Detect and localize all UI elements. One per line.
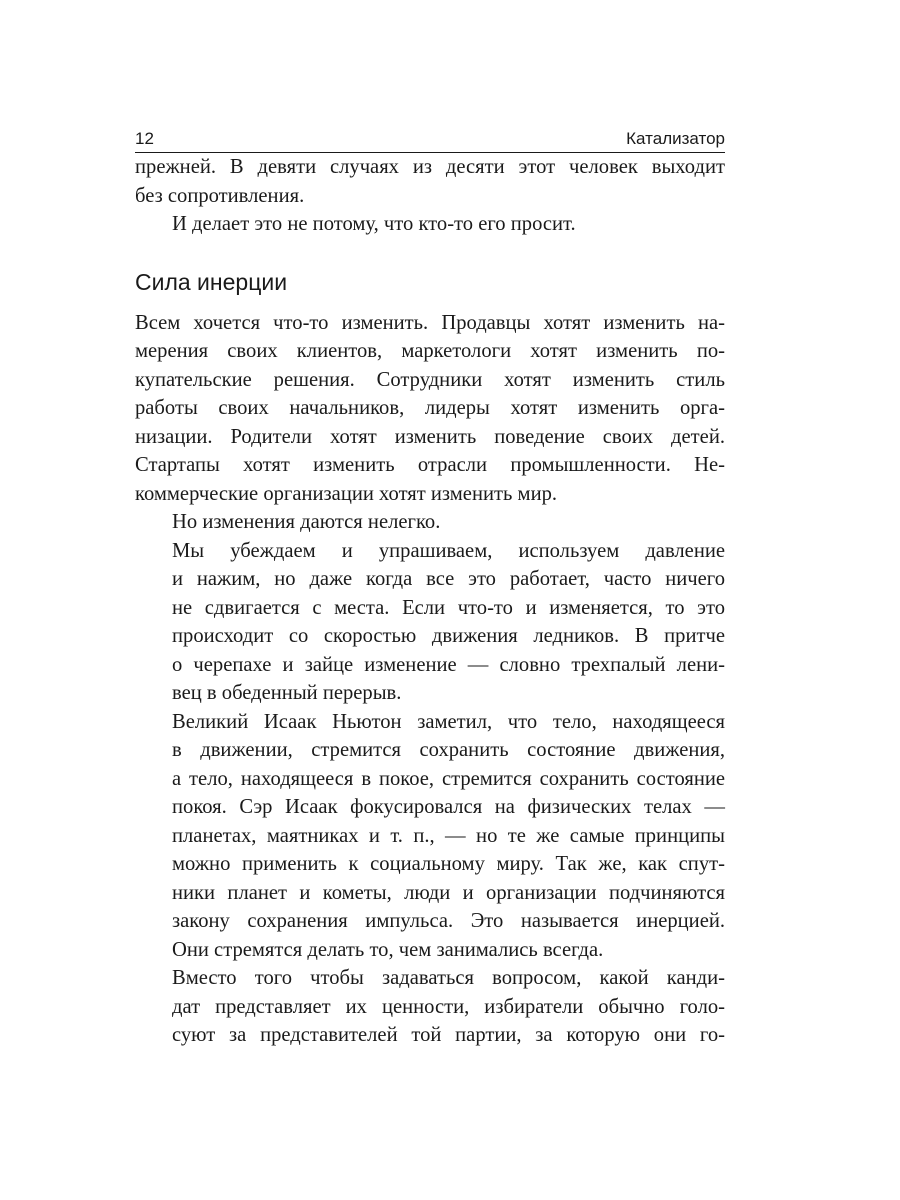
text-line: планетах, маятниках и т. п., — но те же самые принципы — [172, 824, 725, 847]
text-line: работы своих начальников, лидеры хотят изменить орга- — [135, 397, 725, 419]
text-line: Великий Исаак Ньютон заметил, что тело, находящееся — [172, 710, 725, 733]
running-head — [135, 120, 725, 153]
text-line: а тело, находящееся в покое, стремится сохранить состояние — [172, 767, 725, 790]
text-line: можно применить к социальному миру. Так же, как спут- — [172, 853, 725, 875]
text-line: и нажим, но даже когда все это работает, часто ничего — [172, 568, 725, 590]
text-line: И делает это не потому, что кто-то его просит. — [172, 213, 576, 235]
running-title: Катализатор — [626, 129, 725, 148]
text-line: дат представляет их ценности, избиратели обычно голо- — [172, 995, 725, 1018]
text-line: не сдвигается с места. Если что-то и изменяется, то это — [172, 596, 725, 619]
text-line: мерения своих клиентов, маркетологи хотят изменить по- — [135, 340, 725, 362]
paragraph — [135, 537, 725, 708]
text-line: Вместо того чтобы задаваться вопросом, какой канди- — [172, 967, 725, 989]
paragraph — [135, 708, 725, 965]
text-line: закону сохранения импульса. Это называется инерцией. — [172, 910, 725, 932]
book-page — [135, 120, 725, 1050]
text-line: покоя. Сэр Исаак фокусировался на физических телах — — [172, 796, 725, 818]
text-line: прежней. В девяти случаях из десяти этот человек выходит — [135, 156, 725, 178]
text-line: в движении, стремится сохранить состояние движения, — [172, 739, 725, 761]
paragraph — [135, 508, 725, 537]
paragraph — [135, 210, 725, 239]
section-paragraphs — [135, 309, 725, 1050]
section-heading: Сила инерции — [135, 268, 288, 295]
text-line: Но изменения даются нелегко. — [172, 511, 441, 533]
text-line: коммерческие организации хотят изменить мир. — [135, 482, 558, 505]
text-line: ники планет и кометы, люди и организации подчиняются — [172, 881, 725, 904]
page-number: 12 — [135, 129, 154, 148]
page-body — [135, 153, 725, 1050]
text-line: низации. Родители хотят изменить поведение своих детей. — [135, 425, 725, 448]
text-line: Мы убеждаем и упрашиваем, используем давление — [172, 539, 725, 562]
text-line: Всем хочется что-то изменить. Продавцы хотят изменить на- — [135, 311, 725, 334]
text-line: о черепахе и зайце изменение — словно трехпалый лени- — [172, 653, 725, 676]
paragraph-continued — [135, 153, 725, 210]
text-line: Они стремятся делать то, чем занимались всегда. — [172, 938, 604, 961]
text-line: происходит со скоростью движения ледников. В притче — [172, 625, 725, 647]
text-line: вец в обеденный перерыв. — [172, 682, 402, 704]
paragraph — [135, 309, 725, 509]
text-line: суют за представителей той партии, за которую они го- — [172, 1024, 725, 1046]
text-line: Стартапы хотят изменить отрасли промышленности. Не- — [135, 454, 725, 476]
text-line: без сопротивления. — [135, 184, 305, 207]
paragraph — [135, 964, 725, 1050]
text-line: купательские решения. Сотрудники хотят изменить стиль — [135, 368, 725, 391]
